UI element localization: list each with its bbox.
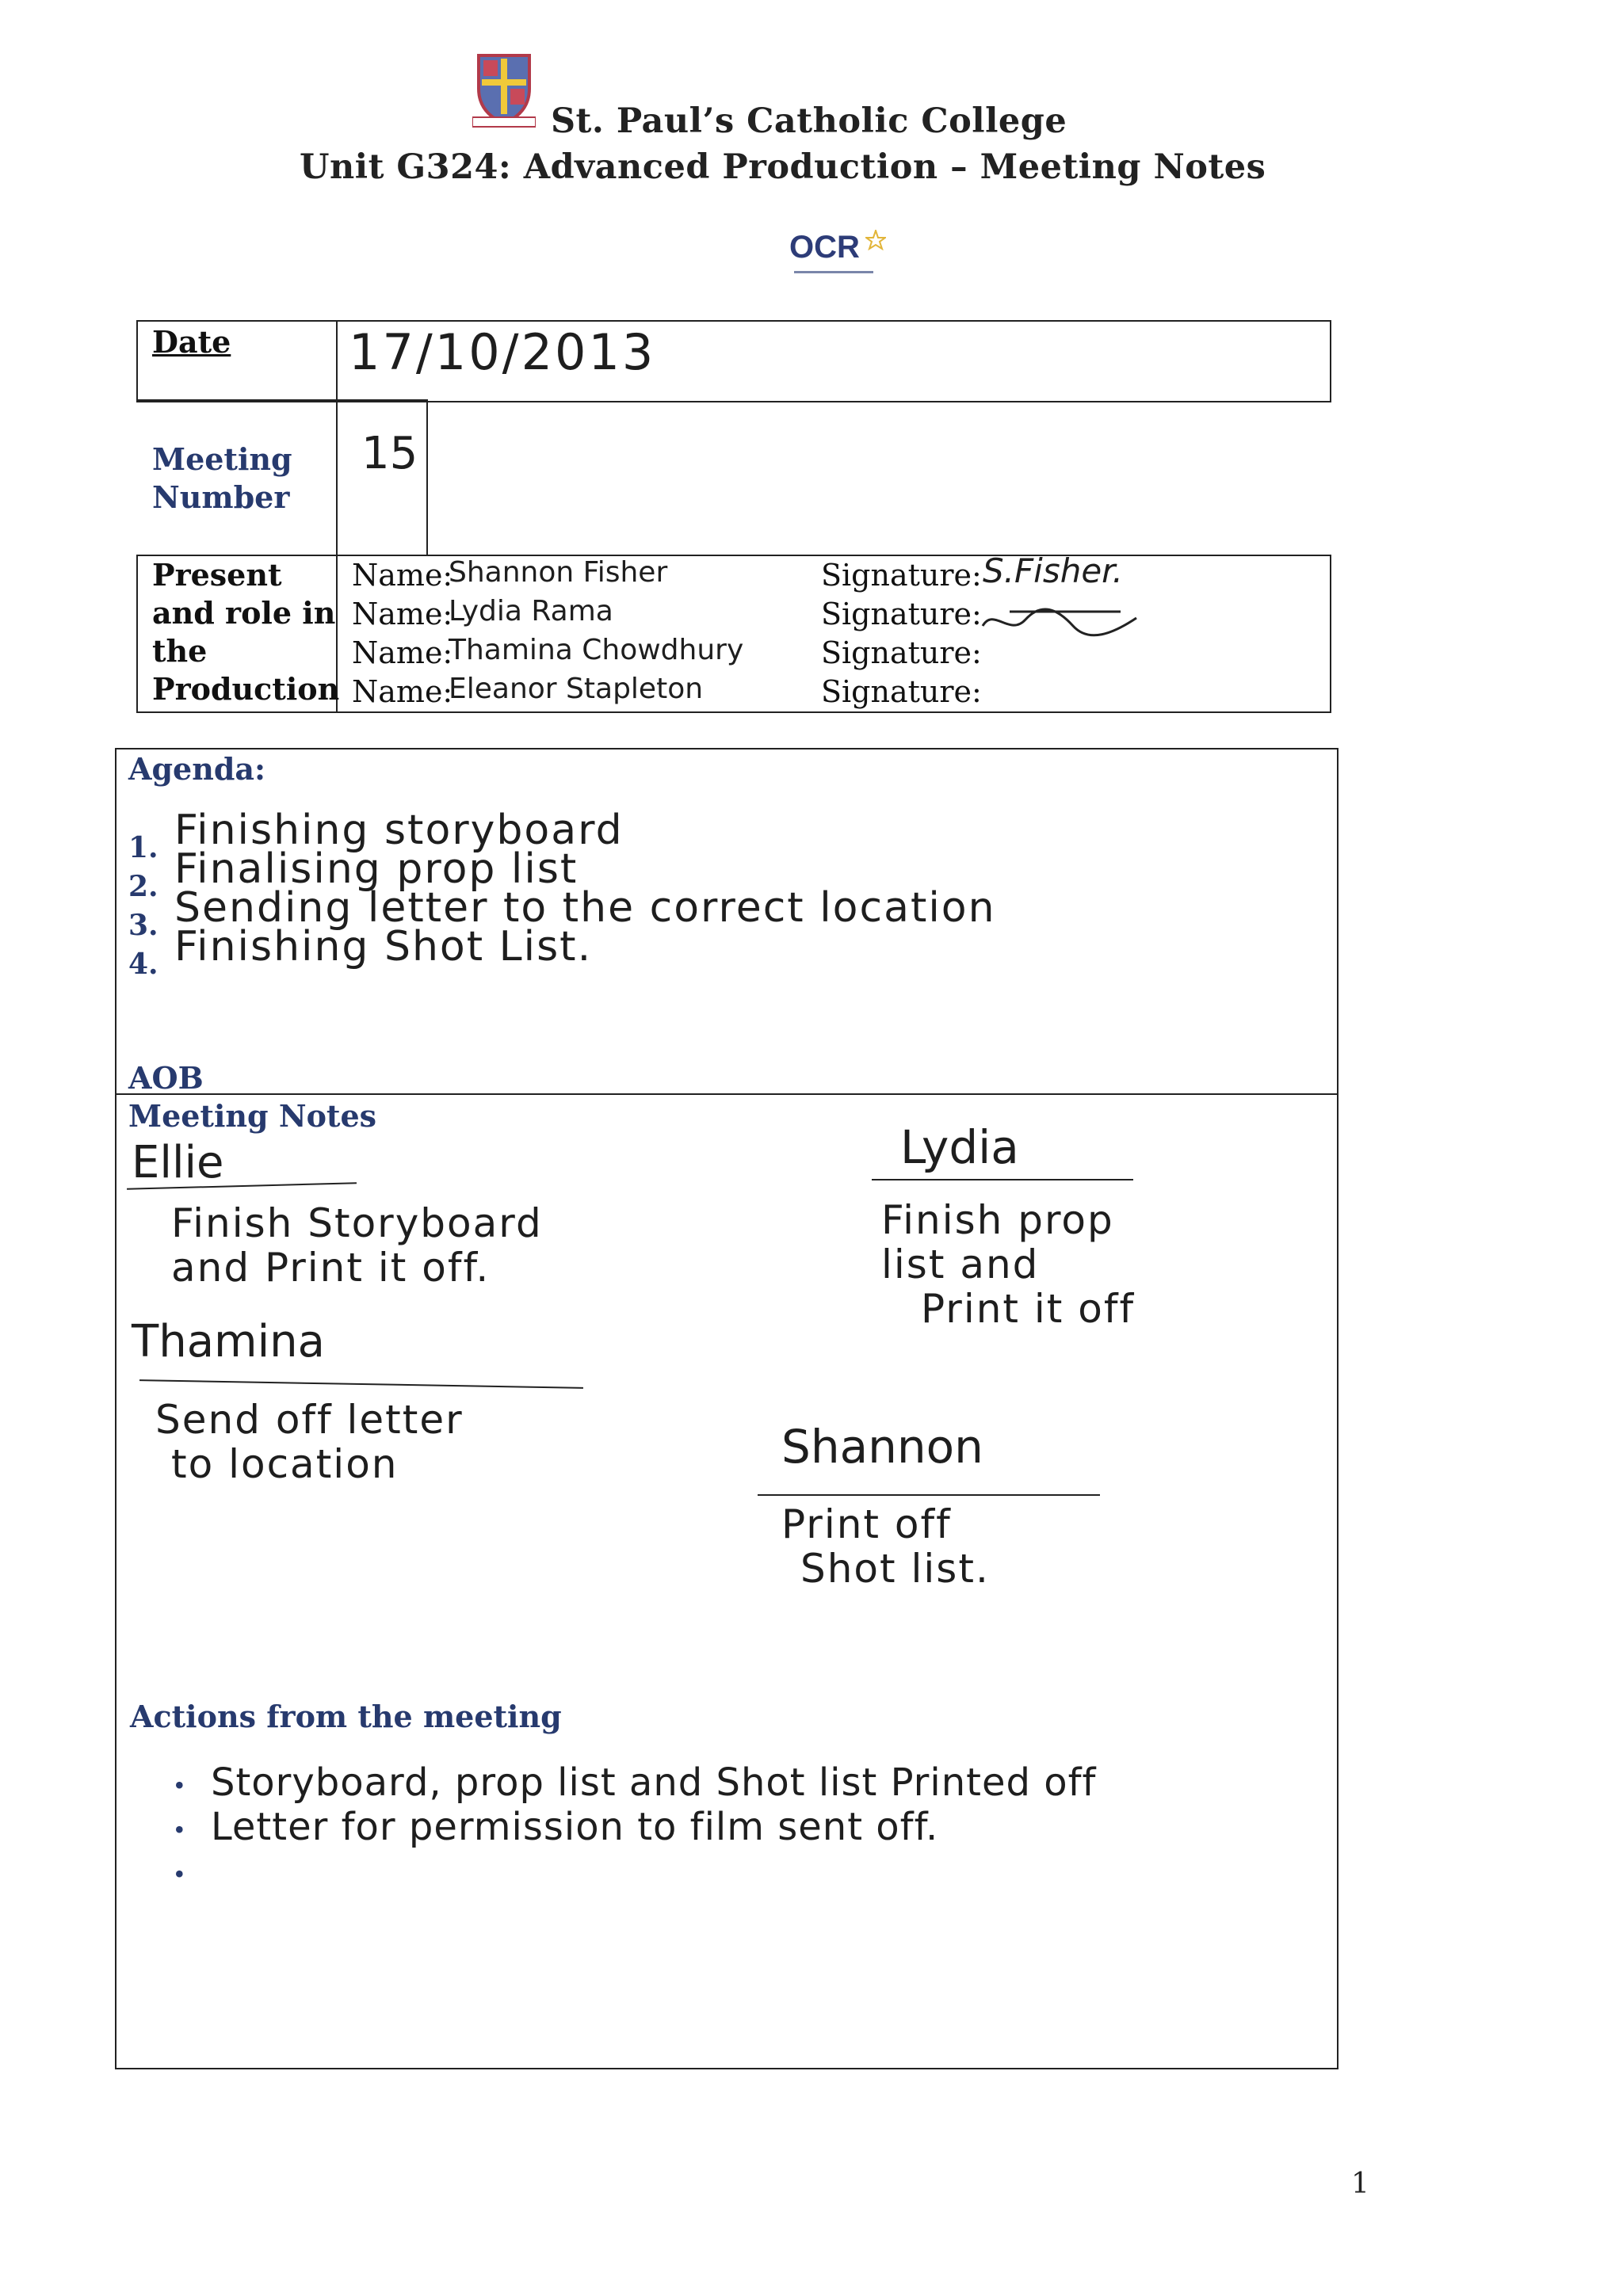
attendee-name-values	[449, 553, 743, 708]
bullet-icon: •	[174, 1814, 185, 1845]
aob-label: AOB	[128, 1060, 204, 1096]
school-crest-logo	[472, 51, 536, 128]
agenda-items	[174, 807, 996, 971]
signature-scribble	[978, 602, 1144, 642]
page-number: 1	[1351, 2168, 1369, 2200]
ocr-logo	[789, 230, 891, 280]
note-member-name: Ellie	[132, 1137, 224, 1188]
attendee-name: Thamina Chowdhury	[449, 634, 744, 666]
attendee-row: Name:	[352, 597, 453, 631]
attendee-row: Name:	[352, 674, 453, 709]
attendee-row: Name:	[352, 635, 453, 670]
attendee-name: Eleanor Stapleton	[449, 673, 704, 705]
meeting-number-value: 15	[361, 428, 418, 479]
document-title: Unit G324: Advanced Production – Meeting Notes	[300, 147, 1266, 187]
agenda-numbers: 1. 2. 3. 4.	[128, 831, 158, 981]
ocr-logo-text: OCR	[789, 230, 860, 265]
signature-labels: Signature: Signature: Signature: Signature:	[821, 558, 982, 709]
meeting-notes-label: Meeting Notes	[128, 1098, 377, 1134]
actions-label: Actions from the meeting	[130, 1699, 562, 1734]
agenda-label: Agenda:	[128, 751, 266, 787]
college-name: St. Paul’s Catholic College	[551, 101, 1067, 141]
attendee-row: Name:	[352, 558, 453, 593]
meeting-number-label: Meeting Number	[152, 441, 292, 515]
note-member-tasks: Finish prop list and Print it off	[881, 1197, 1136, 1332]
agenda-item: Sending letter to the correct location	[174, 884, 996, 932]
date-meeting-table	[136, 320, 1331, 402]
note-member-name: Shannon	[781, 1420, 983, 1474]
bullet-icon: •	[174, 1769, 185, 1801]
ocr-tagline-line	[794, 271, 873, 273]
note-member-tasks: Send off letter to location	[155, 1397, 464, 1487]
attendee-name: Shannon Fisher	[449, 556, 668, 589]
agenda-item: Finishing Shot List.	[174, 923, 593, 971]
signature-value: S.Fisher.	[983, 551, 1123, 590]
note-member-tasks: Finish Storyboard and Print it off.	[171, 1200, 543, 1291]
ocr-star-icon	[865, 230, 886, 250]
date-value: 17/10/2013	[349, 323, 656, 381]
note-member-name: Lydia	[900, 1120, 1019, 1174]
attendee-name: Lydia Rama	[449, 595, 613, 627]
note-member-tasks: Print off Shot list.	[781, 1501, 990, 1592]
date-label: Date	[152, 324, 231, 360]
bullet-icon: •	[174, 1858, 185, 1890]
note-member-name: Thamina	[132, 1316, 325, 1367]
agenda-item: Finishing storyboard	[174, 807, 624, 854]
attendee-names	[352, 556, 453, 711]
present-label: Present and role in the Production	[152, 557, 340, 707]
agenda-item: Finalising prop list	[174, 845, 579, 893]
